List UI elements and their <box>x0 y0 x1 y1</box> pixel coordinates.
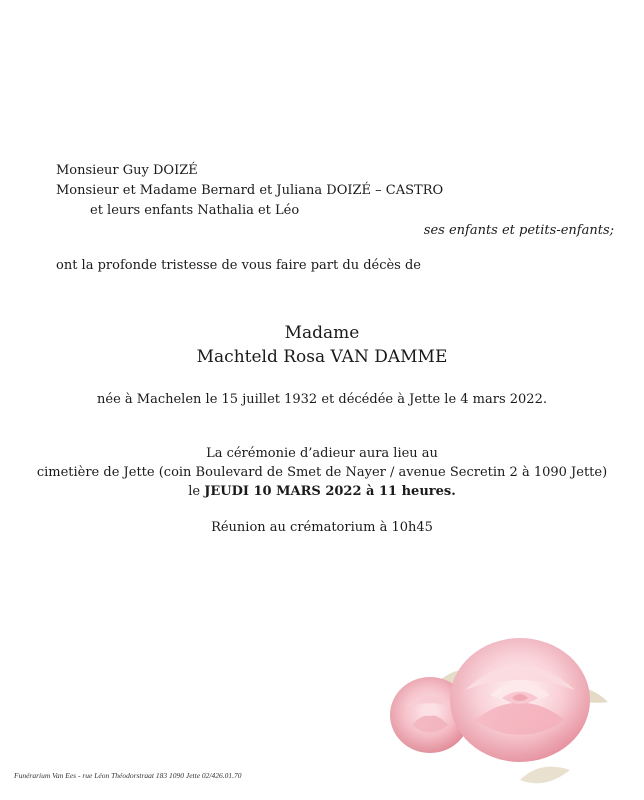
ceremony-line-1: La cérémonie d’adieur aura lieu au <box>206 446 438 461</box>
family-line-1: Monsieur Guy DOIZÉ <box>56 163 198 178</box>
ceremony-location: cimetière de Jette (coin Boulevard de Smet de Nayer / avenue Secretin 2 à 1090 Jette) <box>36 465 608 480</box>
reunion-text: Réunion au crématorium à 10h45 <box>211 520 433 535</box>
announcement-text: ont la profonde tristesse de vous faire part du décès de <box>56 258 422 273</box>
family-relation: ses enfants et petits-enfants; <box>423 223 614 238</box>
ceremony-prefix: le <box>188 484 205 499</box>
deceased-name: Machteld Rosa VAN DAMME <box>196 347 448 367</box>
roses-image <box>370 590 638 800</box>
ceremony-datetime <box>0 484 644 500</box>
ceremony-date-bold: JEUDI 10 MARS 2022 à 11 heures. <box>204 484 456 499</box>
birth-death-dates: née à Machelen le 15 juillet 1932 et décédée à Jette le 4 mars 2022. <box>97 392 547 407</box>
deceased-title: Madame <box>284 323 360 343</box>
funeral-home-footer: Funérarium Van Ees - rue Léon Théodorstraat 183 1090 Jette 02/426.01.70 <box>14 771 242 780</box>
family-line-3: et leurs enfants Nathalia et Léo <box>90 203 300 218</box>
family-line-2: Monsieur et Madame Bernard et Juliana DOIZÉ – CASTRO <box>56 183 444 198</box>
